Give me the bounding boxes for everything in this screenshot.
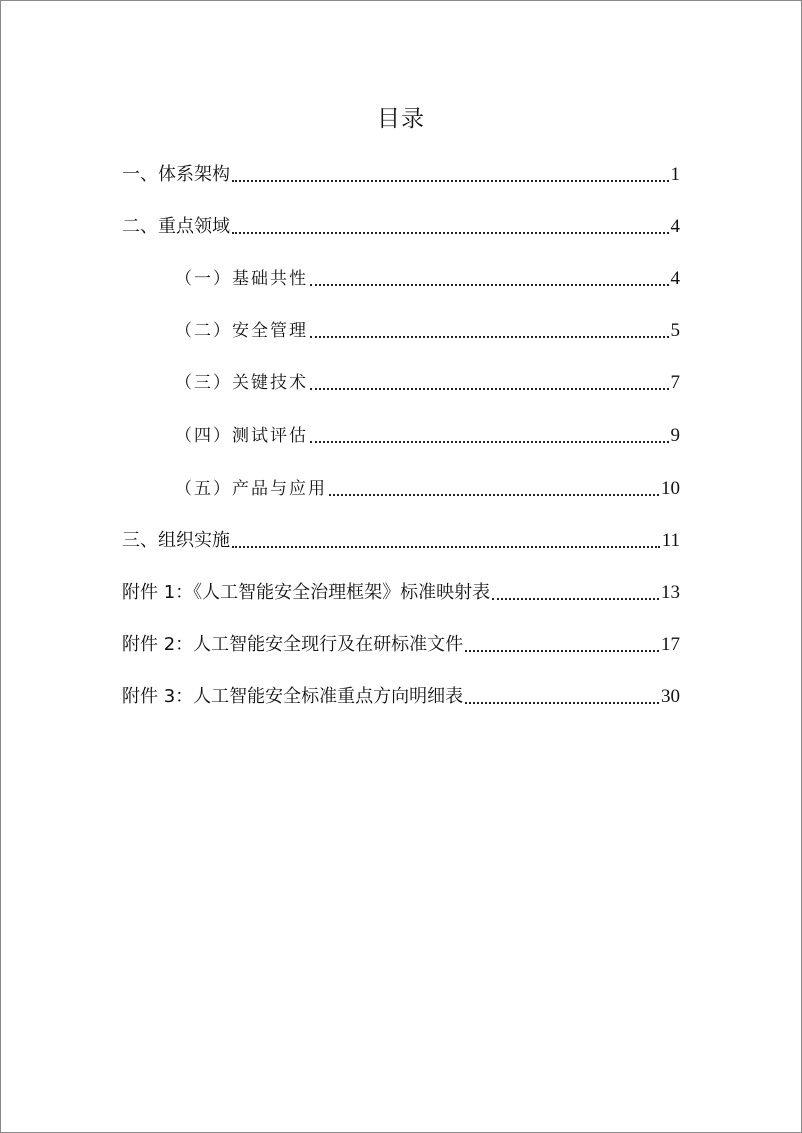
toc-entry-appendix-2[interactable]	[122, 628, 680, 658]
toc-entry-label: （三）关键技术	[175, 373, 308, 393]
toc-entry-products-applications[interactable]	[175, 472, 680, 502]
dot-leader	[329, 494, 659, 496]
dot-leader	[232, 232, 669, 234]
toc-entry-label: （五）产品与应用	[175, 479, 327, 499]
toc-entry-page-number: 4	[670, 268, 680, 289]
toc-entry-page-number: 9	[670, 425, 680, 446]
toc-entry-page-number: 17	[661, 634, 680, 655]
toc-entry-page-number: 4	[670, 216, 680, 237]
dot-leader	[232, 180, 669, 182]
toc-entry-label: 附件 1：《人工智能安全治理框架》标准映射表	[122, 582, 491, 603]
toc-entry-page-number: 1	[670, 164, 680, 185]
dot-leader	[465, 702, 659, 704]
dot-leader	[465, 650, 659, 652]
dot-leader	[310, 388, 669, 390]
table-of-contents	[1, 1, 801, 1132]
toc-entry-foundation[interactable]	[175, 262, 680, 292]
toc-entry-label: 三、组织实施	[122, 530, 230, 551]
toc-entry-page-number: 7	[670, 372, 680, 393]
toc-entry-page-number: 30	[661, 686, 680, 707]
dot-leader	[310, 441, 669, 443]
toc-entry-label: （二）安全管理	[175, 321, 308, 341]
dot-leader	[310, 336, 669, 338]
toc-entry-testing-evaluation[interactable]	[175, 419, 680, 449]
toc-entry-page-number: 10	[661, 478, 680, 499]
toc-entry-label: 二、重点领域	[122, 216, 230, 237]
toc-entry-key-technology[interactable]	[175, 366, 680, 396]
dot-leader	[492, 598, 659, 600]
toc-title: 目录	[377, 106, 425, 132]
dot-leader	[310, 284, 669, 286]
toc-entry-label: 一、体系架构	[122, 164, 230, 185]
toc-entry-key-areas[interactable]	[122, 210, 680, 240]
toc-entry-page-number: 5	[670, 320, 680, 341]
toc-entry-label: 附件 3：人工智能安全标准重点方向明细表	[122, 686, 464, 707]
toc-entry-label: （四）测试评估	[175, 426, 308, 446]
toc-entry-security-management[interactable]	[175, 314, 680, 344]
toc-entry-page-number: 11	[661, 530, 680, 551]
toc-entry-label: 附件 2：人工智能安全现行及在研标准文件	[122, 634, 464, 655]
toc-entry-label: （一）基础共性	[175, 269, 308, 289]
dot-leader	[232, 546, 660, 548]
toc-entry-architecture[interactable]	[122, 158, 680, 188]
toc-entry-appendix-3[interactable]	[122, 680, 680, 710]
toc-entry-page-number: 13	[661, 582, 680, 603]
toc-entry-appendix-1[interactable]	[122, 576, 680, 606]
toc-entry-implementation[interactable]	[122, 524, 680, 554]
